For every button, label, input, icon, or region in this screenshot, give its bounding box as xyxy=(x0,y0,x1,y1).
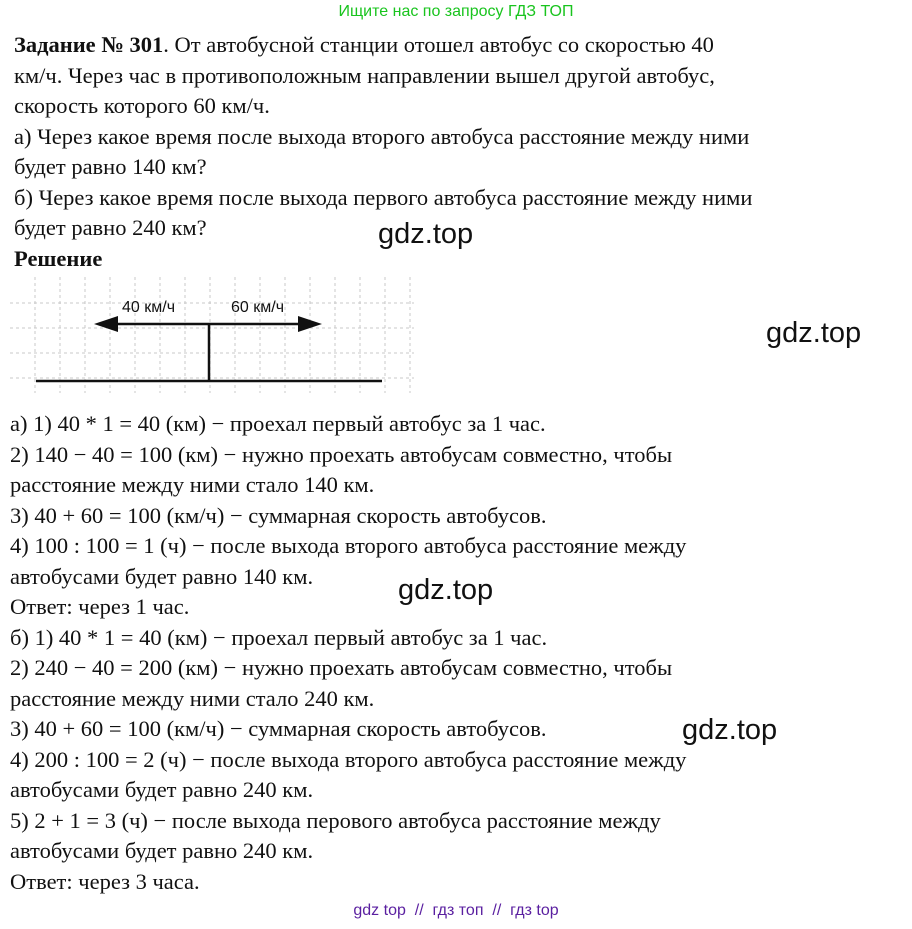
question-a-line1: а) Через какое время после выхода второго автобуса расстояние между ними xyxy=(14,123,750,149)
left-speed-label: 40 км/ч xyxy=(122,299,176,316)
left-arrow-head xyxy=(94,316,118,332)
solution-body xyxy=(10,409,900,897)
solution-b-line: автобусами будет равно 240 км. xyxy=(10,777,314,802)
search-banner: Ищите нас по запросу ГДЗ ТОП xyxy=(338,3,574,20)
solution-b-line: 2) 240 − 40 = 200 (км) − нужно проехать автобусам совместно, чтобы xyxy=(10,655,673,680)
grid xyxy=(10,277,414,393)
footer-links: gdz top // гдз топ // гдз top xyxy=(353,902,559,919)
watermark: gdz.top xyxy=(682,714,778,746)
solution-b-line: автобусами будет равно 240 км. xyxy=(10,838,314,863)
question-a-line2: будет равно 140 км? xyxy=(14,154,207,179)
watermark: gdz.top xyxy=(398,574,494,606)
watermark: gdz.top xyxy=(766,317,862,349)
answer-a: Ответ: через 1 час. xyxy=(10,594,190,619)
solution-a-line: автобусами будет равно 140 км. xyxy=(10,563,314,589)
solution-b-line: 4) 200 : 100 = 2 (ч) − после выхода второго автобуса расстояние между xyxy=(10,746,687,772)
solution-a-line: а) 1) 40 * 1 = 40 (км) − проехал первый автобус за 1 час. xyxy=(10,411,546,436)
solution-a-line: 3) 40 + 60 = 100 (км/ч) − суммарная скорость автобусов. xyxy=(10,502,547,528)
solution-a-line: 4) 100 : 100 = 1 (ч) − после выхода второго автобуса расстояние между xyxy=(10,533,687,558)
task-number: Задание № 301 xyxy=(14,32,164,57)
watermark: gdz.top xyxy=(378,218,474,250)
task-text-line1: . От автобусной станции отошел автобус со скоростью 40 xyxy=(163,32,714,57)
question-b-line2: будет равно 240 км? xyxy=(14,215,207,240)
solution-b-line: 5) 2 + 1 = 3 (ч) − после выхода перового автобуса расстояние между xyxy=(10,807,661,833)
solution-b-line: расстояние между ними стало 240 км. xyxy=(10,685,375,711)
answer-b: Ответ: через 3 часа. xyxy=(10,868,200,894)
task-text-line3: скорость которого 60 км/ч. xyxy=(14,93,270,118)
right-speed-label: 60 км/ч xyxy=(231,299,285,316)
solution-a-line: расстояние между ними стало 140 км. xyxy=(10,472,375,497)
question-b-line1: б) Через какое время после выхода первого автобуса расстояние между ними xyxy=(14,184,753,210)
solution-a-line: 2) 140 − 40 = 100 (км) − нужно проехать автобусам совместно, чтобы xyxy=(10,441,673,467)
motion-diagram xyxy=(10,277,414,393)
solution-b-line: б) 1) 40 * 1 = 40 (км) − проехал первый автобус за 1 час. xyxy=(10,624,548,650)
solution-heading: Решение xyxy=(14,245,103,271)
right-arrow-head xyxy=(298,316,322,332)
solution-b-line: 3) 40 + 60 = 100 (км/ч) − суммарная скорость автобусов. xyxy=(10,716,547,741)
task-text-line2: км/ч. Через час в противоположным направлении вышел другой автобус, xyxy=(14,62,715,88)
